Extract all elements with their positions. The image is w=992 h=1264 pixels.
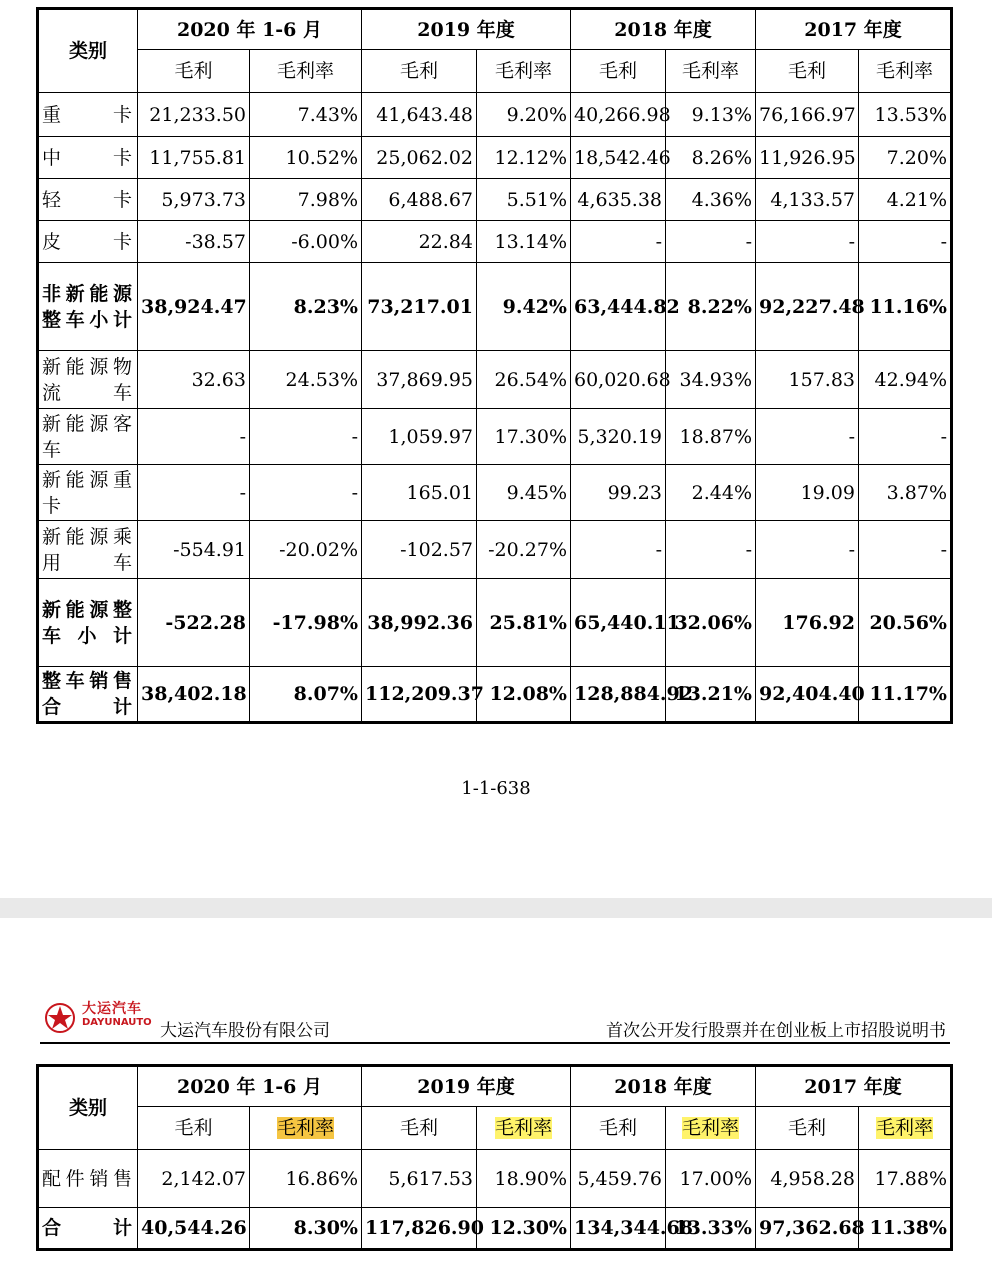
gross-profit-cell: -	[571, 221, 666, 263]
subheader-label: 毛利	[399, 60, 438, 82]
row-category: 新能源客车	[38, 409, 138, 465]
gross-profit-header	[362, 1107, 477, 1150]
gross-margin-cell: -	[666, 521, 756, 579]
gross-margin-cell: 7.20%	[859, 137, 952, 179]
gross-profit-cell: 5,320.19	[571, 409, 666, 465]
gross-profit-cell: 63,444.82	[571, 263, 666, 351]
subheader-label: 毛利率	[875, 1117, 933, 1139]
gross-margin-cell: 10.52%	[250, 137, 362, 179]
table-row	[38, 93, 952, 137]
gross-margin-cell: 9.13%	[666, 93, 756, 137]
row-category: 合计	[38, 1208, 138, 1250]
company-logo-icon	[44, 1002, 76, 1034]
subheader-label: 毛利	[787, 60, 826, 82]
gross-margin-cell: 2.44%	[666, 465, 756, 521]
page-gap	[0, 898, 992, 918]
gross-margin-cell: 18.90%	[477, 1150, 571, 1208]
gross-profit-header	[571, 50, 666, 93]
gross-profit-cell: 18,542.46	[571, 137, 666, 179]
gross-profit-cell: 92,404.40	[756, 667, 859, 723]
subheader-label: 毛利	[598, 1117, 637, 1139]
gross-profit-cell: 25,062.02	[362, 137, 477, 179]
row-category: 整车销售合计	[38, 667, 138, 723]
gross-profit-cell: 38,402.18	[138, 667, 250, 723]
header-row-periods	[38, 9, 952, 50]
gross-margin-cell: 7.43%	[250, 93, 362, 137]
subheader-label: 毛利率	[494, 1117, 552, 1139]
gross-margin-header	[477, 1107, 571, 1150]
gross-margin-header	[859, 1107, 952, 1150]
gross-profit-cell: 73,217.01	[362, 263, 477, 351]
gross-profit-cell: 117,826.90	[362, 1208, 477, 1250]
period-header: 2018 年度	[571, 9, 756, 50]
category-header: 类别	[38, 9, 138, 93]
gross-margin-cell: 13.21%	[666, 667, 756, 723]
row-category: 新能源物流车	[38, 351, 138, 409]
gross-margin-cell: 4.21%	[859, 179, 952, 221]
gross-profit-cell: 4,133.57	[756, 179, 859, 221]
gross-margin-header	[477, 50, 571, 93]
gross-margin-cell: 13.14%	[477, 221, 571, 263]
gross-margin-cell: 32.06%	[666, 579, 756, 667]
gross-margin-cell: 16.86%	[250, 1150, 362, 1208]
gross-profit-cell: 2,142.07	[138, 1150, 250, 1208]
gross-margin-cell: -20.02%	[250, 521, 362, 579]
subheader-label: 毛利率	[276, 1117, 334, 1139]
gross-profit-cell: 97,362.68	[756, 1208, 859, 1250]
gross-margin-cell: -	[859, 221, 952, 263]
document-header	[40, 1000, 950, 1044]
gross-profit-cell: 5,617.53	[362, 1150, 477, 1208]
gross-margin-cell: 3.87%	[859, 465, 952, 521]
gross-margin-cell: 25.81%	[477, 579, 571, 667]
subheader-label: 毛利率	[875, 60, 933, 82]
table-row	[38, 263, 952, 351]
table-row	[38, 1208, 952, 1250]
row-category: 轻卡	[38, 179, 138, 221]
gross-margin-cell: 13.33%	[666, 1208, 756, 1250]
table-row	[38, 351, 952, 409]
period-header: 2020 年 1-6 月	[138, 1066, 362, 1107]
logo-text	[82, 1002, 152, 1030]
period-header: 2018 年度	[571, 1066, 756, 1107]
gross-margin-cell: -20.27%	[477, 521, 571, 579]
gross-profit-cell: -	[756, 221, 859, 263]
gross-margin-cell: 7.98%	[250, 179, 362, 221]
gross-margin-cell: 34.93%	[666, 351, 756, 409]
gross-margin-cell: 18.87%	[666, 409, 756, 465]
gross-profit-cell: 40,544.26	[138, 1208, 250, 1250]
period-header: 2019 年度	[362, 9, 571, 50]
gross-profit-cell: -	[756, 409, 859, 465]
gross-margin-header	[250, 50, 362, 93]
gross-profit-cell: 40,266.98	[571, 93, 666, 137]
row-category: 皮卡	[38, 221, 138, 263]
table-row	[38, 465, 952, 521]
gross-margin-cell: 17.88%	[859, 1150, 952, 1208]
gross-profit-cell: 128,884.92	[571, 667, 666, 723]
gross-margin-cell: -	[250, 409, 362, 465]
gross-profit-cell: 11,926.95	[756, 137, 859, 179]
gross-margin-cell: 26.54%	[477, 351, 571, 409]
gross-profit-cell: -38.57	[138, 221, 250, 263]
subheader-label: 毛利	[399, 1117, 438, 1139]
gross-margin-cell: 11.16%	[859, 263, 952, 351]
gross-profit-cell: 65,440.11	[571, 579, 666, 667]
document-title: 首次公开发行股票并在创业板上市招股说明书	[606, 1021, 946, 1041]
header-row-metrics	[38, 50, 952, 93]
period-header: 2020 年 1-6 月	[138, 9, 362, 50]
gross-profit-table-vehicles	[36, 7, 953, 724]
subheader-label: 毛利	[174, 60, 213, 82]
gross-profit-table-parts	[36, 1064, 953, 1251]
gross-profit-cell: -	[571, 521, 666, 579]
subheader-label: 毛利	[787, 1117, 826, 1139]
row-category: 新能源整车小计	[38, 579, 138, 667]
gross-margin-cell: 17.00%	[666, 1150, 756, 1208]
gross-margin-cell: 24.53%	[250, 351, 362, 409]
gross-margin-cell: 8.07%	[250, 667, 362, 723]
table-row	[38, 179, 952, 221]
gross-margin-cell: 9.45%	[477, 465, 571, 521]
gross-profit-cell: 21,233.50	[138, 93, 250, 137]
gross-margin-cell: 20.56%	[859, 579, 952, 667]
row-category: 新能源重卡	[38, 465, 138, 521]
row-category: 新能源乘用车	[38, 521, 138, 579]
gross-profit-cell: -	[756, 521, 859, 579]
gross-margin-cell: 4.36%	[666, 179, 756, 221]
gross-profit-cell: 41,643.48	[362, 93, 477, 137]
row-category: 重卡	[38, 93, 138, 137]
gross-profit-cell: 22.84	[362, 221, 477, 263]
gross-profit-cell: 134,344.68	[571, 1208, 666, 1250]
gross-profit-cell: 112,209.37	[362, 667, 477, 723]
subheader-label: 毛利率	[276, 60, 334, 82]
gross-profit-cell: 37,869.95	[362, 351, 477, 409]
page-number: 1-1-638	[461, 778, 531, 799]
row-category: 非新能源整车小计	[38, 263, 138, 351]
gross-profit-cell: 99.23	[571, 465, 666, 521]
gross-margin-cell: 11.17%	[859, 667, 952, 723]
row-category: 配件销售	[38, 1150, 138, 1208]
gross-margin-header	[666, 1107, 756, 1150]
gross-profit-cell: 176.92	[756, 579, 859, 667]
gross-profit-cell: 32.63	[138, 351, 250, 409]
gross-profit-cell: -102.57	[362, 521, 477, 579]
gross-profit-cell: 1,059.97	[362, 409, 477, 465]
gross-margin-cell: -	[666, 221, 756, 263]
gross-profit-header	[756, 50, 859, 93]
gross-profit-cell: 4,635.38	[571, 179, 666, 221]
logo-en: DAYUNAUTO	[82, 1017, 152, 1028]
gross-margin-cell: 12.30%	[477, 1208, 571, 1250]
gross-margin-header	[250, 1107, 362, 1150]
gross-profit-cell: 11,755.81	[138, 137, 250, 179]
gross-margin-cell: 9.20%	[477, 93, 571, 137]
gross-profit-cell: -	[138, 409, 250, 465]
row-category: 中卡	[38, 137, 138, 179]
gross-margin-cell: 8.26%	[666, 137, 756, 179]
gross-margin-cell: 17.30%	[477, 409, 571, 465]
company-name: 大运汽车股份有限公司	[160, 1021, 330, 1041]
gross-margin-cell: -	[859, 409, 952, 465]
category-header: 类别	[38, 1066, 138, 1150]
gross-profit-cell: -554.91	[138, 521, 250, 579]
gross-profit-cell: 5,459.76	[571, 1150, 666, 1208]
gross-profit-cell: 92,227.48	[756, 263, 859, 351]
gross-margin-cell: 8.30%	[250, 1208, 362, 1250]
gross-profit-cell: -522.28	[138, 579, 250, 667]
gross-margin-cell: 42.94%	[859, 351, 952, 409]
gross-profit-header	[138, 50, 250, 93]
subheader-label: 毛利	[598, 60, 637, 82]
gross-profit-header	[138, 1107, 250, 1150]
gross-profit-cell: 38,924.47	[138, 263, 250, 351]
gross-margin-cell: 11.38%	[859, 1208, 952, 1250]
subheader-label: 毛利率	[681, 60, 739, 82]
gross-margin-cell: 13.53%	[859, 93, 952, 137]
gross-profit-header	[756, 1107, 859, 1150]
gross-margin-cell: 5.51%	[477, 179, 571, 221]
gross-profit-cell: 165.01	[362, 465, 477, 521]
header-row-metrics	[38, 1107, 952, 1150]
gross-profit-header	[571, 1107, 666, 1150]
gross-margin-header	[666, 50, 756, 93]
gross-profit-cell: 6,488.67	[362, 179, 477, 221]
period-header: 2017 年度	[756, 9, 952, 50]
gross-margin-header	[859, 50, 952, 93]
gross-profit-cell: -	[138, 465, 250, 521]
gross-profit-header	[362, 50, 477, 93]
gross-profit-cell: 76,166.97	[756, 93, 859, 137]
table-row	[38, 137, 952, 179]
table-row	[38, 409, 952, 465]
table-row	[38, 521, 952, 579]
gross-profit-cell: 5,973.73	[138, 179, 250, 221]
gross-margin-cell: 8.23%	[250, 263, 362, 351]
gross-margin-cell: -	[250, 465, 362, 521]
table-row	[38, 1150, 952, 1208]
subheader-label: 毛利率	[681, 1117, 739, 1139]
gross-margin-cell: 9.42%	[477, 263, 571, 351]
gross-margin-cell: -	[859, 521, 952, 579]
subheader-label: 毛利率	[494, 60, 552, 82]
table-row	[38, 579, 952, 667]
gross-margin-cell: -6.00%	[250, 221, 362, 263]
header-row-periods	[38, 1066, 952, 1107]
table-row	[38, 667, 952, 723]
gross-profit-cell: 38,992.36	[362, 579, 477, 667]
gross-profit-cell: 157.83	[756, 351, 859, 409]
period-header: 2017 年度	[756, 1066, 952, 1107]
gross-margin-cell: 12.12%	[477, 137, 571, 179]
table-row	[38, 221, 952, 263]
period-header: 2019 年度	[362, 1066, 571, 1107]
gross-margin-cell: 8.22%	[666, 263, 756, 351]
logo-cn: 大运汽车	[82, 1001, 142, 1017]
gross-margin-cell: -17.98%	[250, 579, 362, 667]
gross-profit-cell: 4,958.28	[756, 1150, 859, 1208]
subheader-label: 毛利	[174, 1117, 213, 1139]
gross-margin-cell: 12.08%	[477, 667, 571, 723]
gross-profit-cell: 19.09	[756, 465, 859, 521]
gross-profit-cell: 60,020.68	[571, 351, 666, 409]
